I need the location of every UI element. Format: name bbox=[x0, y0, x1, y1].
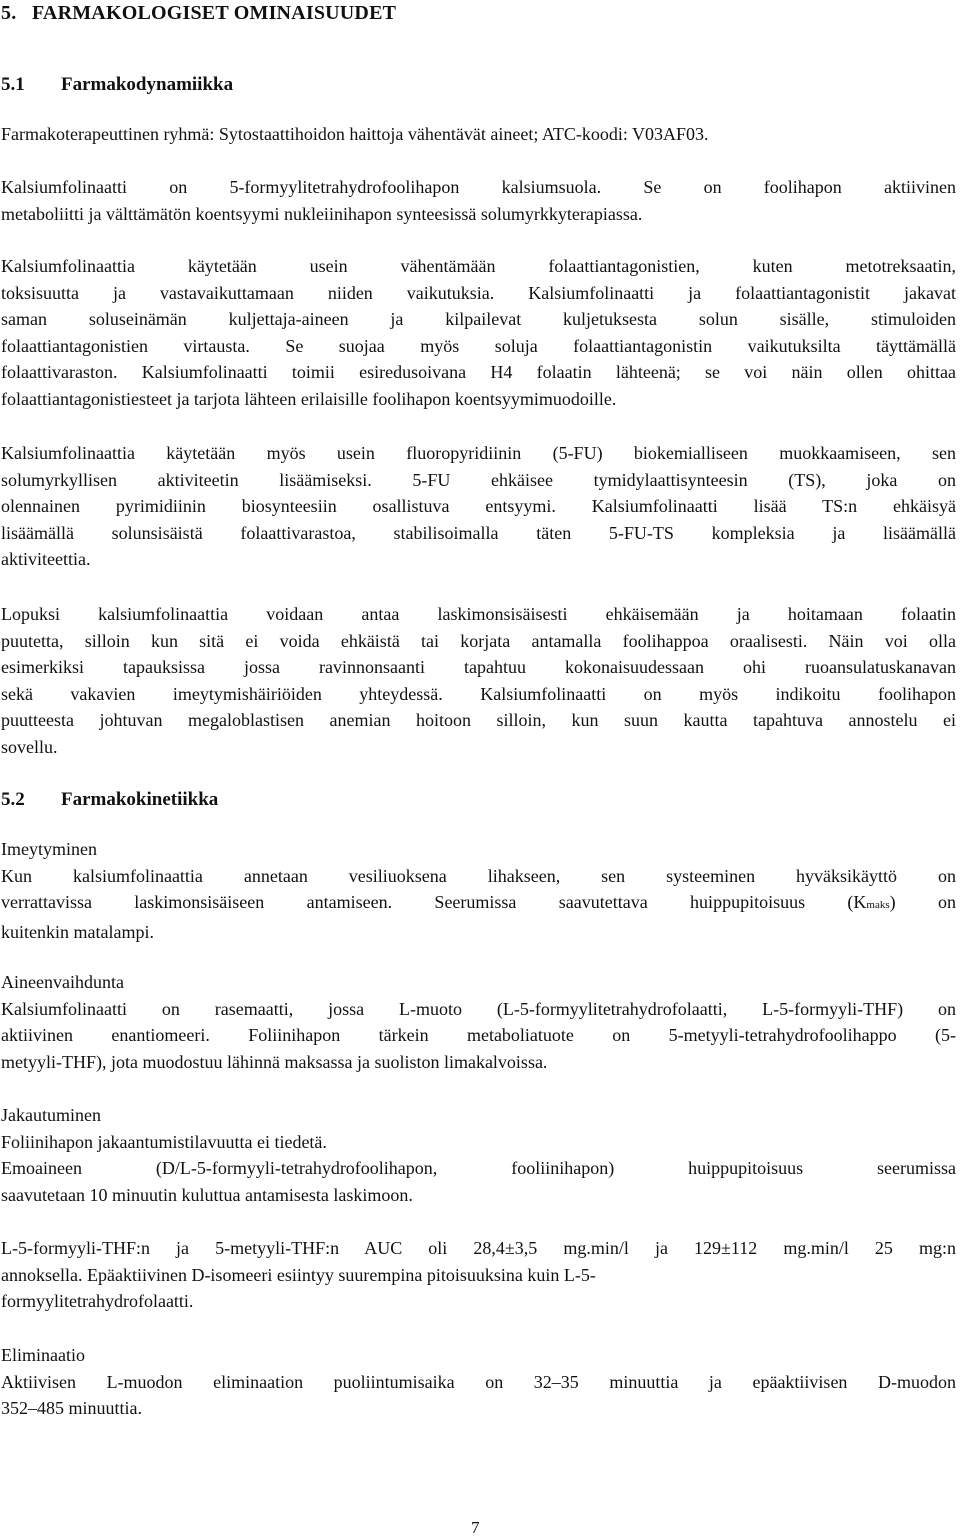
paragraph-folate-deficiency bbox=[1, 601, 956, 761]
text-line: Kalsiumfolinaatti on rasemaatti, jossa L-muoto (L-5-formyylitetrahydrofolaatti, L-5-formyyli-THF) on bbox=[1, 998, 956, 1019]
text-line: Kun kalsiumfolinaattia annetaan vesiliuoksena lihakseen, sen systeeminen hyväksikäyttö on bbox=[1, 865, 956, 886]
text-line: Foliinihapon jakaantumistilavuutta ei tiedetä. bbox=[1, 1131, 327, 1152]
text-line: metyyli-THF), jota muodostuu lähinnä maksassa ja suoliston limakalvoissa. bbox=[1, 1051, 548, 1072]
text-segment: verrattavissa laskimonsisäiseen antamiseen. Seerumissa saavutettava huippupitoisuus (K bbox=[1, 892, 867, 913]
text-line: folaattiantagonistiesteet ja tarjota lähteen erilaisille foolihapon koentsyymimuodoille. bbox=[1, 388, 617, 409]
distribution-block bbox=[1, 1102, 956, 1208]
text-line: Kalsiumfolinaattia käytetään usein vähentämään folaattiantagonistien, kuten metotreksaatin, bbox=[1, 256, 956, 276]
text-line-kmaks bbox=[1, 889, 956, 919]
paragraph-5fu-modulation bbox=[1, 440, 956, 573]
text-line: saman soluseinämän kuljettaja-aineen ja kilpailevat kuljetuksesta solun sisälle, stimuloiden bbox=[1, 309, 956, 330]
paragraph-calcium-folinate-intro bbox=[1, 174, 956, 227]
text-line: Farmakoterapeuttinen ryhmä: Sytostaattihoidon haittoja vähentävät aineet; ATC-koodi: V03AF03. bbox=[1, 124, 709, 144]
subsection-title: Farmakodynamiikka bbox=[61, 74, 234, 95]
text-line: Kalsiumfolinaattia käytetään myös usein fluoropyridiinin (5-FU) biokemialliseen muokkaamiseen, sen bbox=[1, 443, 956, 463]
section-heading: 5. FARMAKOLOGISET OMINAISUUDET bbox=[1, 2, 397, 24]
absorption-label: Imeytyminen bbox=[1, 839, 97, 859]
metabolism-block bbox=[1, 969, 956, 1075]
subsection-title: Farmakokinetiikka bbox=[61, 789, 219, 810]
text-line: esimerkiksi tapauksissa jossa ravinnonsaanti tapahtuu kokonaisuudessaan ohi ruoansulatuskanavan bbox=[1, 657, 956, 678]
text-line: Lopuksi kalsiumfolinaattia voidaan antaa laskimonsisäisesti ehkäisemään ja hoitamaan folaatin bbox=[1, 604, 956, 624]
text-line: annoksella. Epäaktiivinen D-isomeeri esiintyy suurempina pitoisuuksina kuin L-5- bbox=[1, 1264, 596, 1285]
elimination-block bbox=[1, 1342, 956, 1422]
text-line: solumyrkyllisen aktiviteetin lisäämiseksi. 5-FU ehkäisee tymidylaattisynteesin (TS), joka on bbox=[1, 469, 956, 490]
text-line: folaattivaraston. Kalsiumfolinaatti toimii esiredusoivana H4 folaatin lähteenä; se voi näin ollen ohittaa bbox=[1, 362, 956, 383]
text-line: formyylitetrahydrofolaatti. bbox=[1, 1291, 194, 1312]
text-segment: ) on bbox=[889, 892, 956, 913]
text-line: sovellu. bbox=[1, 736, 58, 757]
text-line: Aktiivisen L-muodon eliminaation puoliintumisaika on 32–35 minuuttia ja epäaktiivisen D-muodon bbox=[1, 1371, 956, 1392]
elimination-label: Eliminaatio bbox=[1, 1345, 85, 1365]
text-line: sekä vakavien imeytymishäiriöiden yhteydessä. Kalsiumfolinaatti on myös indikoitu foolihapon bbox=[1, 683, 956, 704]
subsection-heading-5-2 bbox=[1, 789, 218, 811]
text-line: kuitenkin matalampi. bbox=[1, 921, 154, 942]
text-line: L-5-formyyli-THF:n ja 5-metyyli-THF:n AUC oli 28,4±3,5 mg.min/l ja 129±112 mg.min/l 25 mg:n bbox=[1, 1238, 956, 1258]
page-number: 7 bbox=[471, 1518, 480, 1537]
text-line: saavutetaan 10 minuutin kuluttua antamisesta laskimoon. bbox=[1, 1184, 413, 1205]
kmaks-subscript: maks bbox=[866, 899, 890, 912]
absorption-block bbox=[1, 836, 956, 945]
text-line: Kalsiumfolinaatti on 5-formyylitetrahydrofoolihapon kalsiumsuola. Se on foolihapon aktiivinen bbox=[1, 177, 956, 197]
atc-paragraph bbox=[1, 121, 956, 148]
subsection-number: 5.1 bbox=[1, 74, 25, 95]
text-line: 352–485 minuuttia. bbox=[1, 1398, 142, 1419]
subsection-number: 5.2 bbox=[1, 789, 25, 810]
auc-paragraph bbox=[1, 1235, 956, 1315]
text-line: Emoaineen (D/L-5-formyyli-tetrahydrofoolihapon, fooliinihapon) huippupitoisuus seerumissa bbox=[1, 1158, 956, 1179]
distribution-label: Jakautuminen bbox=[1, 1105, 101, 1125]
subsection-heading-5-1 bbox=[1, 74, 233, 96]
metabolism-label: Aineenvaihdunta bbox=[1, 972, 124, 992]
text-line: olennainen pyrimidiinin biosynteesiin osallistuva entsyymi. Kalsiumfolinaatti lisää TS:n ehkäisyä bbox=[1, 496, 956, 517]
text-line: toksisuutta ja vastavaikuttamaan niiden vaikutuksia. Kalsiumfolinaatti ja folaattiantagonistit jakavat bbox=[1, 282, 956, 303]
text-line: aktiivinen enantiomeeri. Foliinihapon tärkein metaboliatuote on 5-metyyli-tetrahydrofoolihappo (5- bbox=[1, 1025, 956, 1046]
paragraph-folate-antagonists bbox=[1, 253, 956, 413]
text-line: puutetta, silloin kun sitä ei voida ehkäistä tai korjata antamalla foolihappoa oraalisesti. Näin voi olla bbox=[1, 630, 956, 651]
text-line: puutteesta johtuvan megaloblastisen anemian hoitoon silloin, kun suun kautta tapahtuva annostelu ei bbox=[1, 710, 956, 731]
text-line: aktiviteettia. bbox=[1, 549, 91, 570]
text-line: lisäämällä solunsisäistä folaattivarastoa, stabilisoimalla täten 5-FU-TS kompleksia ja lisäämällä bbox=[1, 522, 956, 543]
text-line: metaboliitti ja välttämätön koentsyymi nukleiinihapon synteesissä solumyrkkyterapiassa. bbox=[1, 203, 643, 224]
text-line: folaattiantagonistien virtausta. Se suojaa myös soluja folaattiantagonistin vaikutuksilta täyttämällä bbox=[1, 335, 956, 356]
